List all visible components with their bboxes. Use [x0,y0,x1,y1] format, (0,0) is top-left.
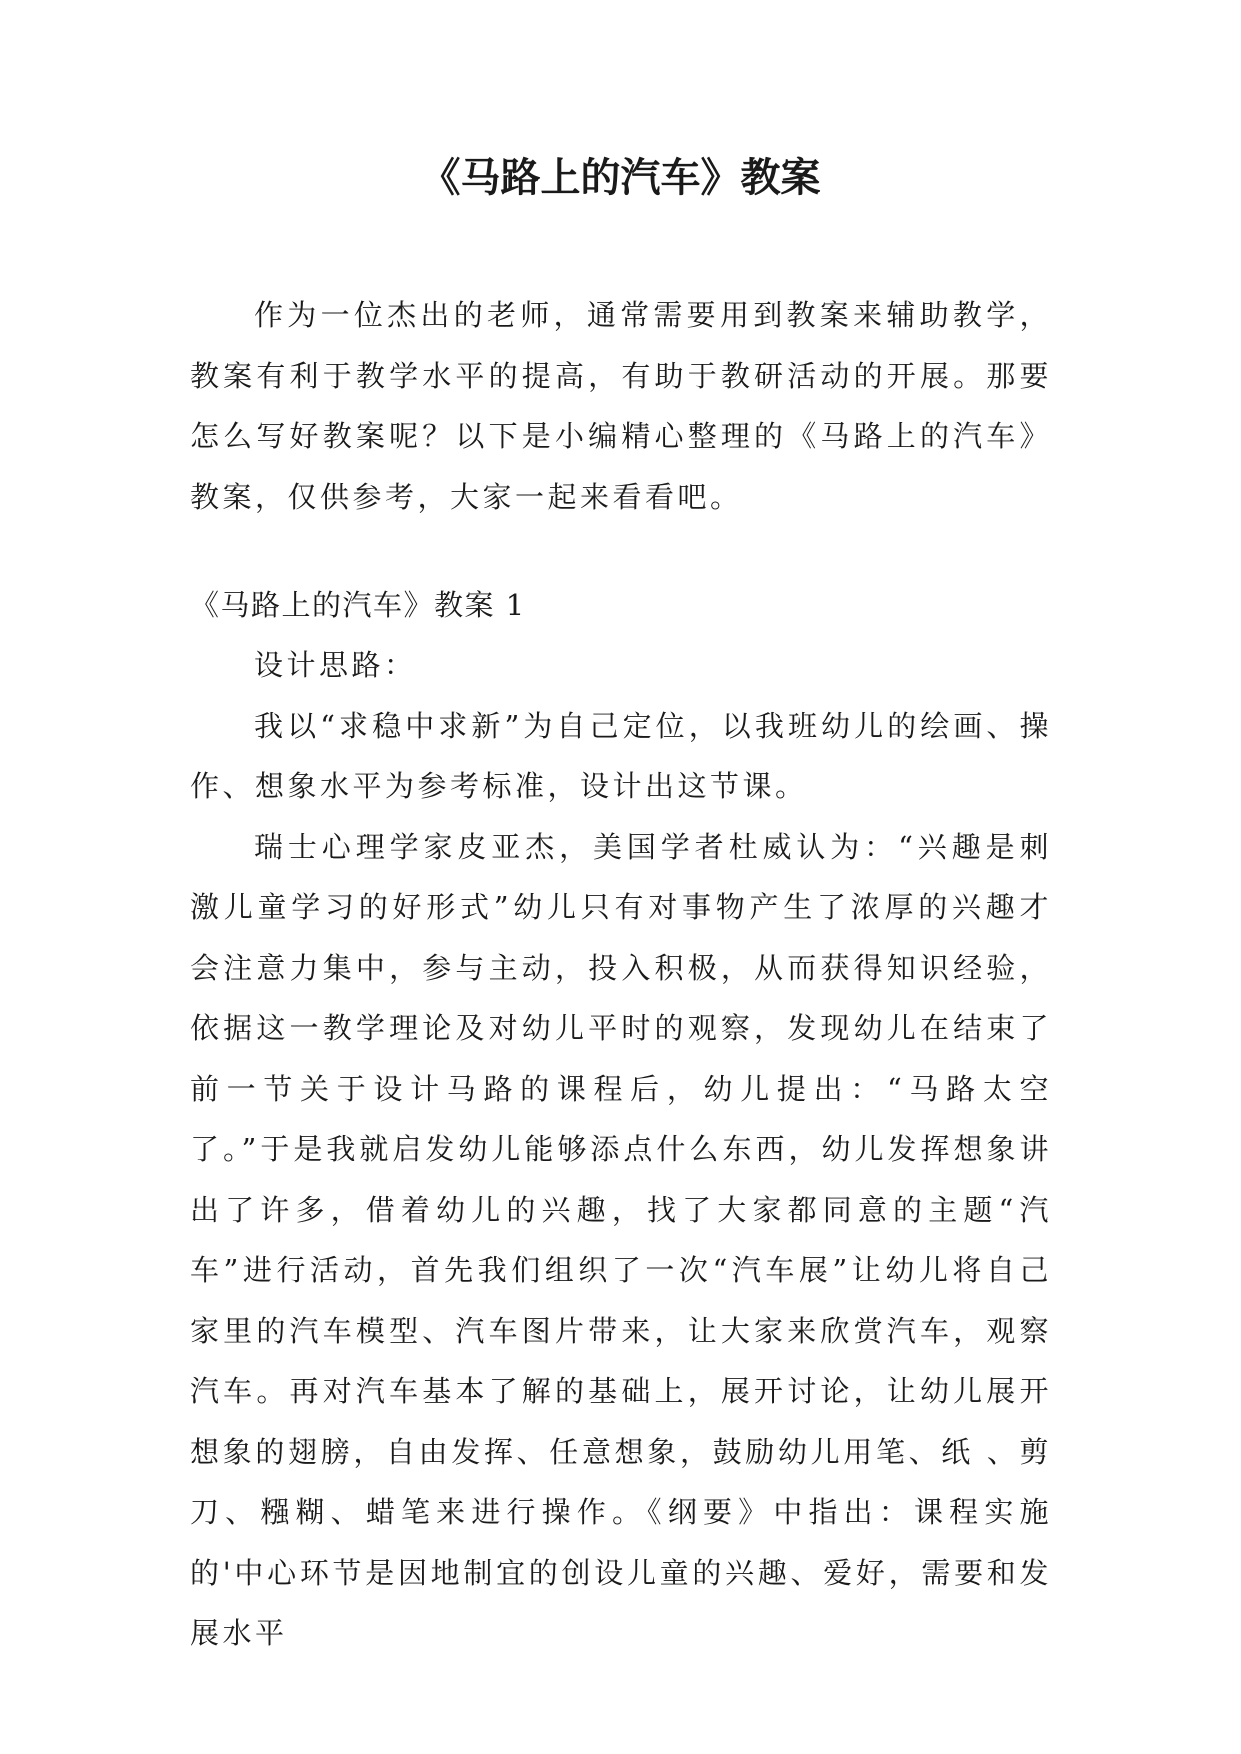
document-title: 《马路上的汽车》教案 [420,154,821,201]
document-body [190,285,1052,1664]
intro-paragraph: 作为一位杰出的老师，通常需要用到教案来辅助教学，教案有利于教学水平的提高，有助于教研活动的开展。那要怎么写好教案呢？以下是小编精心整理的《马路上的汽车》教案，仅供参考，大家一起来看看吧。 [190,298,1052,514]
body-paragraph-2: 瑞士心理学家皮亚杰，美国学者杜威认为：“兴趣是刺激儿童学习的好形式”幼儿只有对事物产生了浓厚的兴趣才会注意力集中，参与主动，投入积极，从而获得知识经验，依据这一教学理论及对幼儿平时的观察，发现幼儿在结束了前一节关于设计马路的课程后，幼儿提出：“马路太空了。”于是我就启发幼儿能够添点什么东西，幼儿发挥想象讲出了许多，借着幼儿的兴趣，找了大家都同意的主题“汽车”进行活动，首先我们组织了一次“汽车展”让幼儿将自己家里的汽车模型、汽车图片带来，让大家来欣赏汽车，观察汽车。再对汽车基本了解的基础上，展开讨论，让幼儿展开想象的翅膀，自由发挥、任意想象，鼓励幼儿用笔、纸 、剪刀、糨糊、蜡笔来进行操作。《纲要》中指出：课程实施的'中心环节是因地制宜的创设儿童的兴趣、爱好，需要和发展水平 [190,829,1052,1650]
section-heading: 《马路上的汽车》教案 1 [190,588,526,622]
body-paragraph-1: 我以“求稳中求新”为自己定位，以我班幼儿的绘画、操作、想象水平为参考标准，设计出这节课。 [190,708,1052,803]
section-subheading: 设计思路： [254,648,417,682]
